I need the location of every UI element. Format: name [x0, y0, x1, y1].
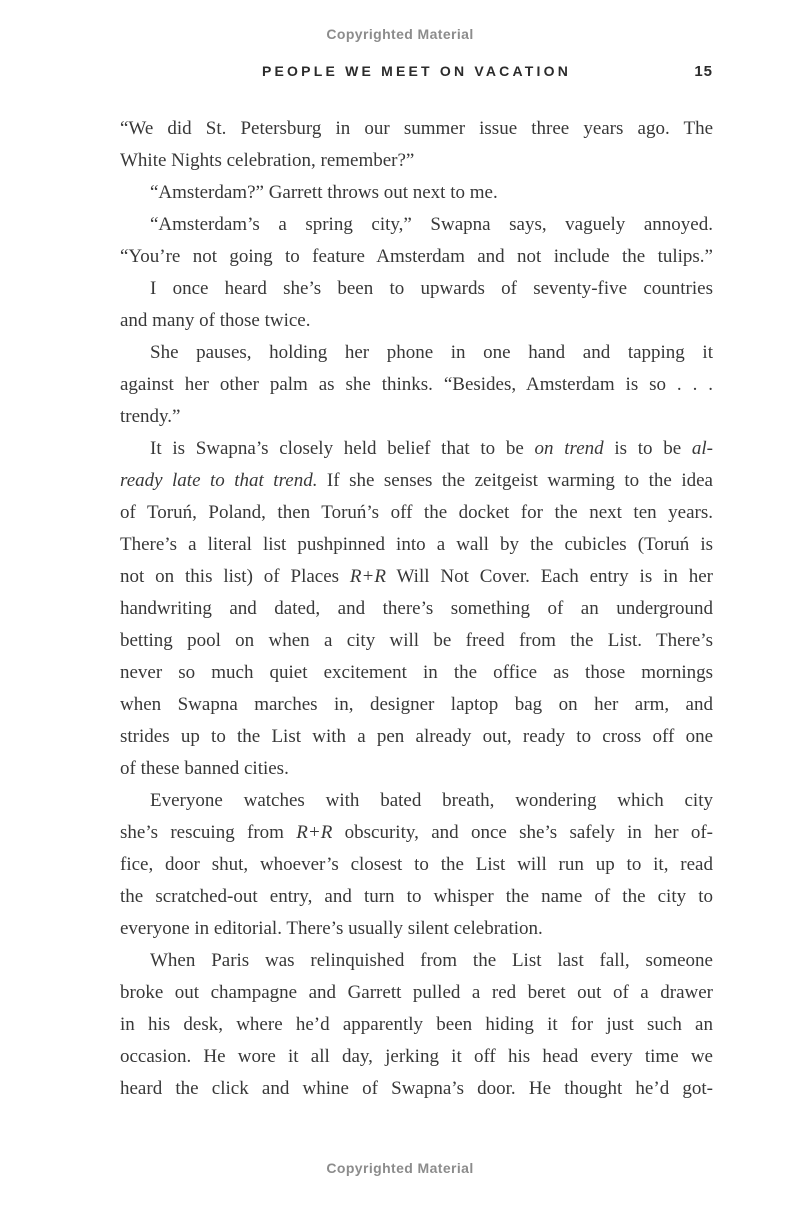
- text-segment: strides up to the List with a pen already out, ready to cross off one: [120, 726, 713, 747]
- text-segment: When Paris was relinquished from the List last fall, someone: [150, 950, 713, 971]
- text-segment: She pauses, holding her phone in one hand and tapping it: [150, 342, 713, 363]
- text-line: [120, 145, 713, 177]
- text-line: [120, 977, 713, 1009]
- running-head-title: PEOPLE WE MEET ON VACATION: [261, 63, 572, 79]
- text-line: [120, 561, 713, 593]
- text-line: [120, 241, 713, 273]
- text-segment: everyone in editorial. There’s usually silent celebration.: [120, 918, 543, 939]
- text-segment: is to be: [603, 438, 692, 459]
- body-text: [120, 113, 713, 1105]
- paragraph: [120, 113, 713, 177]
- text-line: [120, 465, 713, 497]
- text-line: [120, 913, 713, 945]
- text-line: [120, 817, 713, 849]
- text-segment: handwriting and dated, and there’s something of an underground: [120, 598, 713, 619]
- text-line: [120, 177, 713, 209]
- text-segment: fice, door shut, whoever’s closest to the List will run up to it, read: [120, 854, 713, 875]
- text-line: [120, 849, 713, 881]
- text-segment: Will Not Cover. Each entry is in her: [385, 566, 713, 587]
- text-line: [120, 369, 713, 401]
- text-segment: I once heard she’s been to upwards of seventy-five countries: [150, 278, 713, 299]
- text-line: [120, 689, 713, 721]
- text-line: [120, 657, 713, 689]
- text-line: [120, 625, 713, 657]
- paragraph: [120, 273, 713, 337]
- text-line: [120, 433, 713, 465]
- text-segment: There’s a literal list pushpinned into a wall by the cubicles (Toruń is: [120, 534, 713, 555]
- text-line: [120, 337, 713, 369]
- text-line: [120, 945, 713, 977]
- paragraph: [120, 785, 713, 945]
- text-segment: White Nights celebration, remember?”: [120, 150, 415, 171]
- text-segment: Everyone watches with bated breath, wondering which city: [150, 790, 713, 811]
- text-segment: “Amsterdam’s a spring city,” Swapna says, vaguely annoyed.: [150, 214, 713, 235]
- text-line: [120, 721, 713, 753]
- text-line: [120, 113, 713, 145]
- paragraph: [120, 177, 713, 209]
- italic-text: ready late to that trend.: [120, 470, 318, 491]
- text-segment: she’s rescuing from: [120, 822, 297, 843]
- paragraph: [120, 433, 713, 785]
- copyright-notice-bottom: Copyrighted Material: [326, 1160, 474, 1176]
- italic-text: R+R: [296, 822, 333, 843]
- text-segment: of these banned cities.: [120, 758, 289, 779]
- text-segment: It is Swapna’s closely held belief that to be: [150, 438, 535, 459]
- text-line: [120, 753, 713, 785]
- paragraph: [120, 337, 713, 433]
- text-segment: broke out champagne and Garrett pulled a red beret out of a drawer: [120, 982, 713, 1003]
- text-line: [120, 305, 713, 337]
- text-segment: heard the click and whine of Swapna’s door. He thought he’d got-: [120, 1078, 713, 1099]
- text-line: [120, 593, 713, 625]
- text-segment: the scratched-out entry, and turn to whisper the name of the city to: [120, 886, 713, 907]
- text-segment: betting pool on when a city will be freed from the List. There’s: [120, 630, 713, 651]
- text-line: [120, 497, 713, 529]
- copyright-notice-top: Copyrighted Material: [326, 26, 474, 42]
- text-segment: not on this list) of Places: [120, 566, 350, 587]
- text-segment: and many of those twice.: [120, 310, 311, 331]
- italic-text: R+R: [349, 566, 386, 587]
- text-segment: “We did St. Petersburg in our summer issue three years ago. The: [120, 118, 713, 139]
- text-segment: obscurity, and once she’s safely in her of-: [332, 822, 713, 843]
- text-segment: never so much quiet excitement in the office as those mornings: [120, 662, 713, 683]
- text-line: [120, 209, 713, 241]
- text-line: [120, 529, 713, 561]
- text-segment: in his desk, where he’d apparently been hiding it for just such an: [120, 1014, 713, 1035]
- running-header: [120, 63, 713, 83]
- text-segment: against her other palm as she thinks. “Besides, Amsterdam is so . . .: [120, 374, 713, 395]
- text-line: [120, 1073, 713, 1105]
- text-line: [120, 401, 713, 433]
- text-segment: “You’re not going to feature Amsterdam and not include the tulips.”: [120, 246, 713, 267]
- text-line: [120, 1041, 713, 1073]
- text-line: [120, 785, 713, 817]
- text-line: [120, 273, 713, 305]
- text-line: [120, 1009, 713, 1041]
- italic-text: on trend: [534, 438, 604, 459]
- text-line: [120, 881, 713, 913]
- paragraph: [120, 209, 713, 273]
- text-segment: trendy.”: [120, 406, 181, 427]
- text-segment: occasion. He wore it all day, jerking it off his head every time we: [120, 1046, 713, 1067]
- text-segment: “Amsterdam?” Garrett throws out next to me.: [150, 182, 498, 203]
- text-segment: of Toruń, Poland, then Toruń’s off the docket for the next ten years.: [120, 502, 713, 523]
- paragraph: [120, 945, 713, 1105]
- page-number: 15: [694, 63, 713, 80]
- text-segment: when Swapna marches in, designer laptop bag on her arm, and: [120, 694, 713, 715]
- italic-text: al-: [691, 438, 713, 459]
- text-segment: If she senses the zeitgeist warming to the idea: [317, 470, 713, 491]
